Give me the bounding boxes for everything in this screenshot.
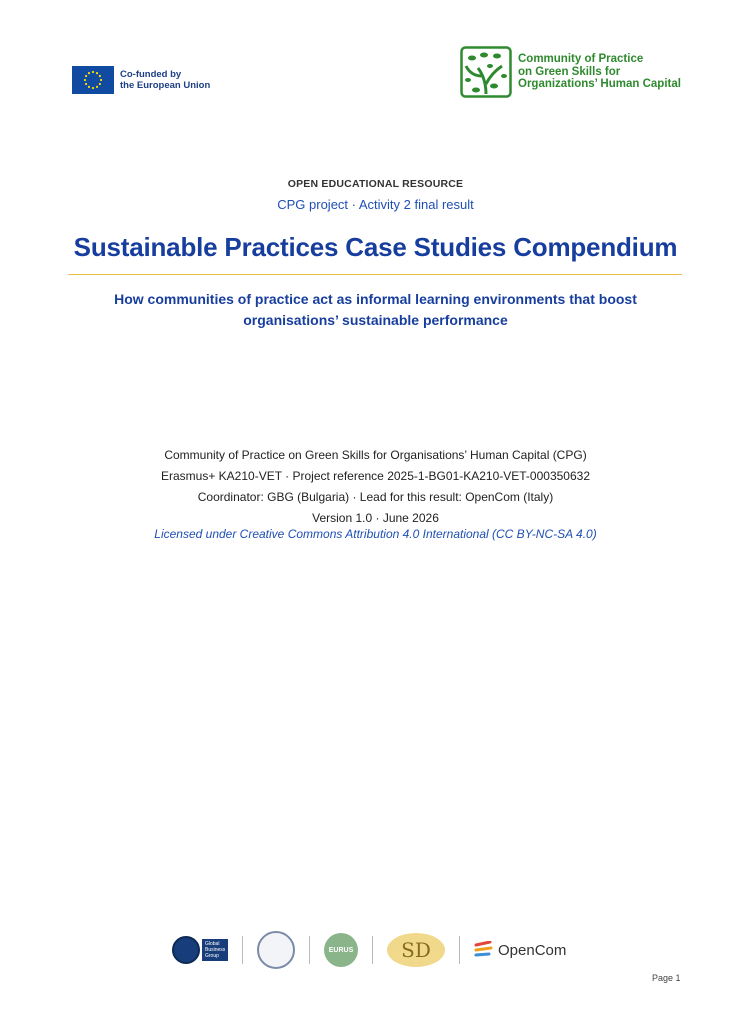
subtitle-line2: organisations’ sustainable performance [243, 312, 508, 328]
opencom-mark-icon [474, 941, 494, 959]
document-subtitle [0, 289, 751, 331]
gbg-logo [172, 936, 228, 964]
partner-logos [172, 930, 566, 970]
globe-icon [172, 936, 200, 964]
logo-divider [459, 936, 460, 964]
info-project-reference: Erasmus+ KA210-VET · Project reference 2025-1-BG01-KA210-VET-000350632 [160, 469, 590, 483]
subtitle-line1: How communities of practice act as informal learning environments that boost [114, 291, 637, 307]
opencom-logo-text: OpenCom [498, 941, 567, 959]
cpg-logo-line3: Organizations’ Human Capital [518, 78, 681, 91]
eurus-logo: EURUS [324, 933, 358, 967]
logo-divider [372, 936, 373, 964]
eu-cofunded-logo [72, 66, 210, 94]
cpg-logo [460, 46, 681, 98]
sd-logo: SD [387, 933, 445, 967]
info-project-name: Community of Practice on Green Skills for Organisations’ Human Capital (CPG) [164, 448, 587, 462]
cpg-logo-text [518, 53, 681, 91]
project-info [0, 445, 751, 529]
license-text: Licensed under Creative Commons Attribution 4.0 International (CC BY-NC-SA 4.0) [154, 527, 597, 541]
logo-divider [309, 936, 310, 964]
cpg-logo-line2: on Green Skills for [518, 65, 621, 78]
info-coordinator: Coordinator: GBG (Bulgaria) · Lead for this result: OpenCom (Italy) [197, 490, 554, 504]
university-seal-logo [257, 931, 295, 969]
info-version: Version 1.0 · June 2026 [312, 511, 439, 525]
cpg-logo-line1: Community of Practice [518, 53, 644, 66]
eu-logo-text [120, 69, 210, 91]
eu-logo-line1: Co-funded by [120, 69, 182, 80]
resource-type-label: OPEN EDUCATIONAL RESOURCE [287, 178, 464, 190]
eu-logo-line2: the European Union [120, 80, 211, 91]
page-number: Page 1 [652, 973, 681, 983]
project-line: CPG project · Activity 2 final result [277, 197, 474, 212]
eu-flag-icon [72, 66, 114, 94]
gbg-logo-text: Global Business Group [202, 939, 228, 961]
title-divider [68, 274, 682, 275]
document-title: Sustainable Practices Case Studies Compendium [73, 232, 678, 262]
opencom-logo [474, 941, 566, 959]
tree-icon [460, 46, 512, 98]
logo-divider [242, 936, 243, 964]
